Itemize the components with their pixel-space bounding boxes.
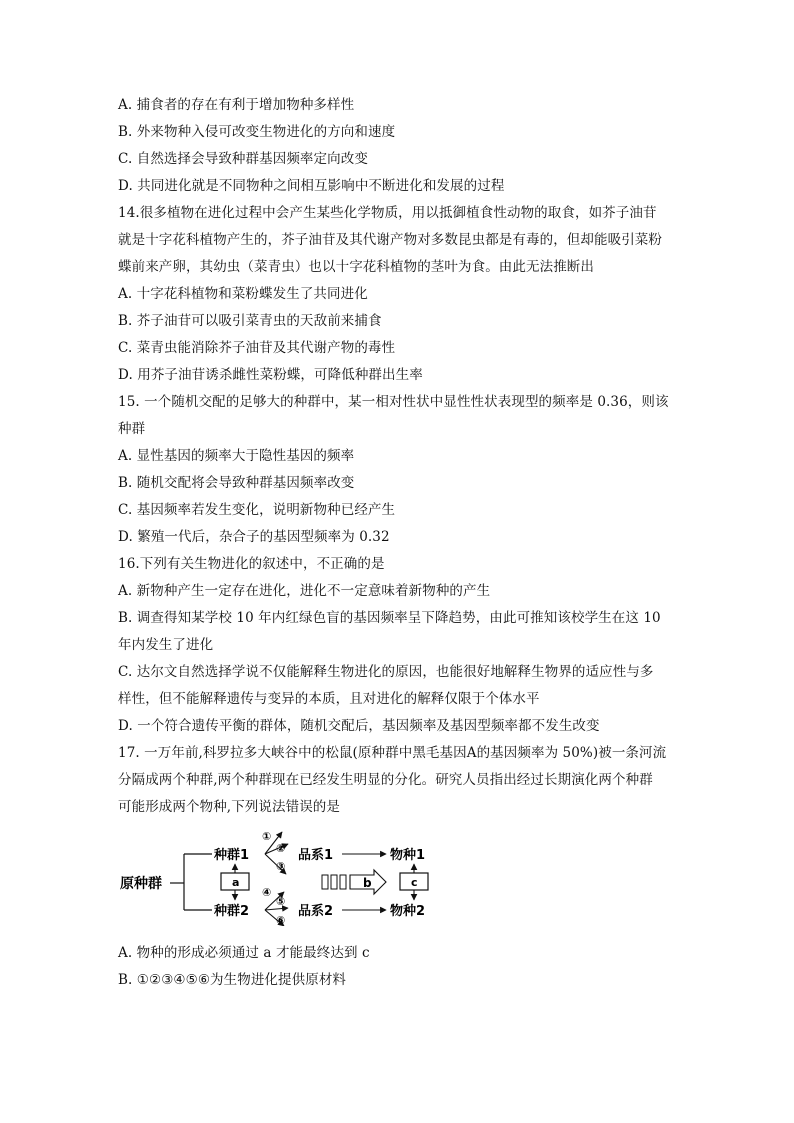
q14-stem-line-3: 蝶前来产卵，其幼虫（菜青虫）也以十字花科植物的茎叶为食。由此无法推断出 <box>118 259 594 275</box>
q16-option-c-line-2: 样性，但不能解释遗传与变异的本质，且对进化的解释仅限于个体水平 <box>118 691 540 707</box>
mark-5: ⑤ <box>276 895 286 908</box>
mark-4: ④ <box>262 886 272 899</box>
q17-option-b: B. ①②③④⑤⑥为生物进化提供原材料 <box>118 972 347 988</box>
arrow-b-label: b <box>363 876 372 890</box>
strain-2-label: 品系2 <box>298 904 334 919</box>
mark-3: ③ <box>276 860 286 873</box>
q14-option-d: D. 用芥子油苷诱杀雌性菜粉蝶，可降低种群出生率 <box>118 367 423 383</box>
q13-option-c: C. 自然选择会导致种群基因频率定向改变 <box>118 151 368 167</box>
mark-2: ② <box>276 842 286 855</box>
population-split-bracket <box>170 854 212 910</box>
q16-option-b-line-1: B. 调查得知某学校 10 年内红绿色盲的基因频率呈下降趋势，由此可推知该校学生在这 10 <box>118 610 661 626</box>
q14-option-a: A. 十字花科植物和菜粉蝶发生了共同进化 <box>118 286 368 302</box>
q16-stem: 16.下列有关生物进化的叙述中，不正确的是 <box>118 556 385 572</box>
strain-1-label: 品系1 <box>298 848 334 863</box>
q15-stem-line-1: 15. 一个随机交配的足够大的种群中，某一相对性状中显性性状表现型的频率是 0.36，则该 <box>118 394 669 410</box>
species-1-label: 物种1 <box>390 848 426 863</box>
q16-option-c-line-1: C. 达尔文自然选择学说不仅能解释生物进化的原因，也能很好地解释生物界的适应性与多 <box>118 664 654 680</box>
mark-1: ① <box>262 830 272 843</box>
q16-option-a: A. 新物种产生一定存在进化，进化不一定意味着新物种的产生 <box>118 583 491 599</box>
q16-option-d: D. 一个符合遗传平衡的群体，随机交配后，基因频率及基因型频率都不发生改变 <box>118 718 600 734</box>
q17-option-a: A. 物种的形成必须通过 a 才能最终达到 c <box>118 945 370 961</box>
q13-option-b: B. 外来物种入侵可改变生物进化的方向和速度 <box>118 124 396 140</box>
q14-stem-line-2: 就是十字花科植物产生的，芥子油苷及其代谢产物对多数昆虫都是有毒的，但却能吸引菜粉 <box>118 232 662 248</box>
q15-option-a: A. 显性基因的频率大于隐性基因的频率 <box>118 448 355 464</box>
q17-stem-line-2: 分隔成两个种群,两个种群现在已经发生明显的分化。研究人员指出经过长期演化两个种群 <box>118 772 653 788</box>
q15-option-b: B. 随机交配将会导致种群基因频率改变 <box>118 475 355 491</box>
q15-option-d: D. 繁殖一代后，杂合子的基因型频率为 0.32 <box>118 529 390 545</box>
box-a-label: a <box>232 876 240 889</box>
original-population-label: 原种群 <box>120 876 162 892</box>
q13-option-d: D. 共同进化就是不同物种之间相互影响中不断进化和发展的过程 <box>118 178 505 194</box>
box-c-label: c <box>411 876 418 889</box>
mark-6: ⑥ <box>276 914 286 926</box>
q15-option-c: C. 基因频率若发生变化，说明新物种已经产生 <box>118 502 396 518</box>
q17-stem-line-1: 17. 一万年前,科罗拉多大峡谷中的松鼠(原种群中黑毛基因A的基因频率为 50%)被一条河流 <box>118 745 667 761</box>
species-2-label: 物种2 <box>390 904 426 919</box>
q17-stem-line-3: 可能形成两个物种,下列说法错误的是 <box>118 799 340 815</box>
speciation-diagram <box>118 826 448 926</box>
isolation-hollow-arrow <box>322 870 386 894</box>
q16-option-b-line-2: 年内发生了进化 <box>118 637 214 653</box>
q14-stem-line-1: 14.很多植物在进化过程中会产生某些化学物质，用以抵御植食性动物的取食，如芥子油苷 <box>118 205 657 221</box>
population-2-label: 种群2 <box>214 904 250 919</box>
q14-option-c: C. 菜青虫能消除芥子油苷及其代谢产物的毒性 <box>118 340 396 356</box>
q14-option-b: B. 芥子油苷可以吸引菜青虫的天敌前来捕食 <box>118 313 382 329</box>
q13-option-a: A. 捕食者的存在有利于增加物种多样性 <box>118 97 355 113</box>
population-1-label: 种群1 <box>214 848 250 863</box>
q15-stem-line-2: 种群 <box>118 421 146 437</box>
